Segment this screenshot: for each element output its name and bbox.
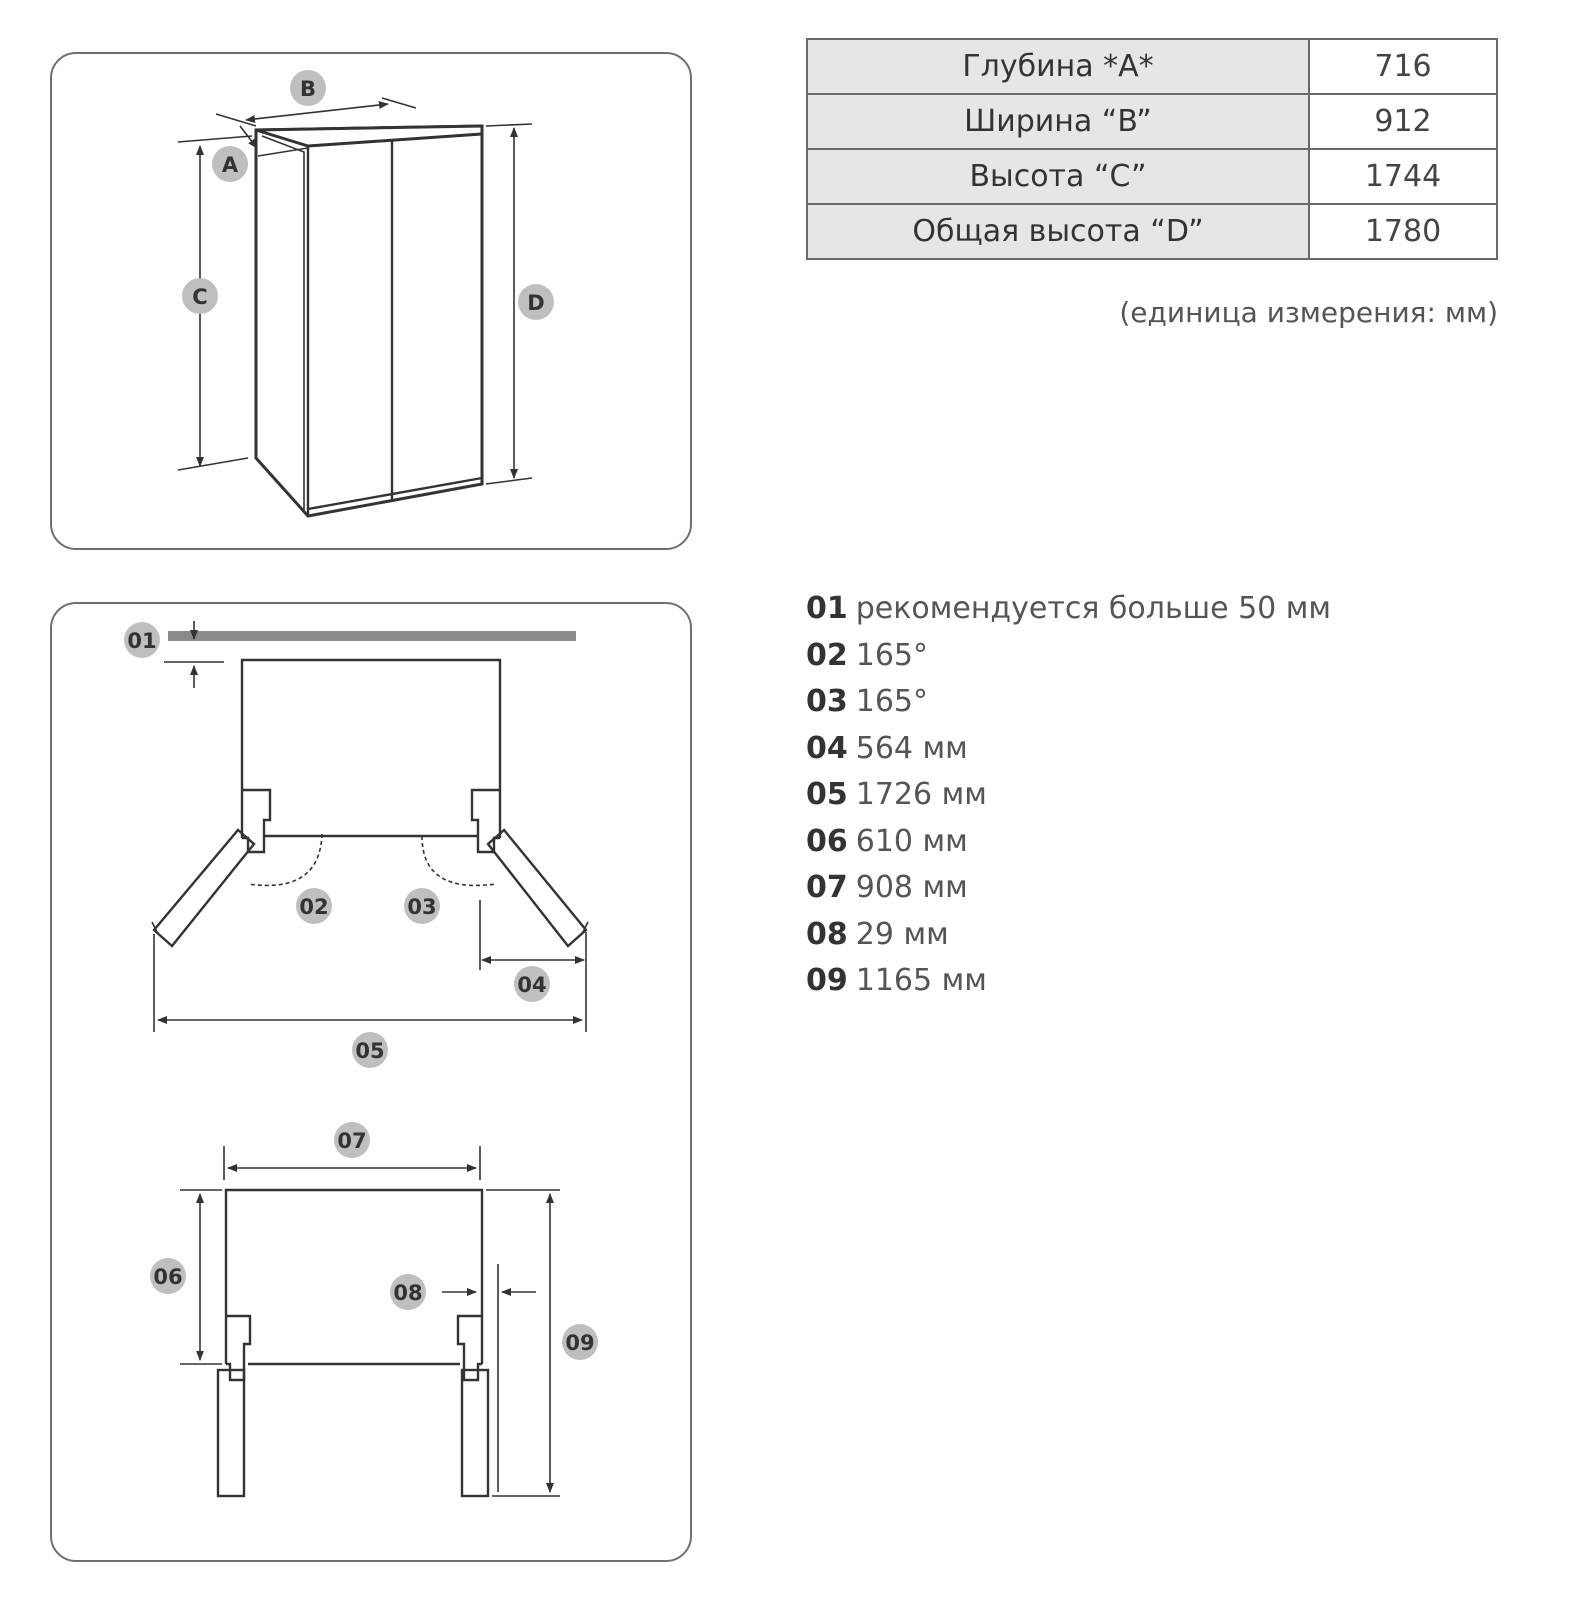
legend-number: 07 [806, 870, 848, 905]
total-height-label: Общая высота “D” [807, 204, 1309, 259]
list-item [806, 912, 1331, 959]
table-row [807, 39, 1497, 94]
legend-number: 01 [806, 591, 848, 626]
legend-list [806, 586, 1331, 1005]
door-clearance-drawing [52, 604, 694, 1564]
legend-text: 908 мм [855, 870, 968, 905]
legend-text: рекомендуется больше 50 мм [855, 591, 1332, 626]
label-09-badge [562, 1324, 598, 1360]
label-d-badge [518, 284, 554, 320]
label-08-badge [390, 1274, 426, 1310]
label-b: B [299, 77, 317, 101]
legend-number: 03 [806, 684, 848, 719]
label-08: 08 [393, 1281, 423, 1305]
height-label: Высота “C” [807, 149, 1309, 204]
label-06: 06 [153, 1265, 183, 1289]
legend-text: 564 мм [855, 730, 968, 766]
list-item [806, 865, 1331, 912]
label-04: 04 [517, 973, 547, 997]
label-01-badge [124, 622, 160, 658]
label-06-badge [150, 1258, 186, 1294]
legend-number: 05 [806, 777, 848, 812]
label-02-badge [296, 888, 332, 924]
list-item [806, 819, 1331, 866]
list-item [806, 586, 1331, 633]
table-row [807, 204, 1497, 259]
depth-value: 716 [1309, 39, 1497, 94]
legend-number: 04 [806, 730, 848, 766]
legend-number: 02 [806, 637, 848, 673]
label-07-badge [334, 1122, 370, 1158]
legend-text: 165° [855, 684, 929, 719]
label-04-badge [514, 966, 550, 1002]
label-b-badge [290, 70, 326, 106]
table-row [807, 94, 1497, 149]
legend-number: 09 [806, 963, 848, 998]
list-item [806, 726, 1331, 773]
legend-text: 165° [855, 637, 929, 673]
label-07: 07 [337, 1129, 367, 1153]
door-clearance-panel [50, 602, 692, 1562]
unit-note: (единица измерения: мм) [1119, 296, 1498, 329]
legend-number: 08 [806, 916, 848, 952]
legend-number: 06 [806, 823, 848, 859]
fridge-dimensions-panel [50, 52, 692, 550]
total-height-value: 1780 [1309, 204, 1497, 259]
label-09: 09 [565, 1331, 595, 1355]
label-02: 02 [299, 895, 329, 919]
list-item [806, 679, 1331, 726]
label-c-badge [182, 278, 218, 314]
label-03-badge [404, 888, 440, 924]
closed-doors-diagram [180, 1146, 560, 1496]
label-a: A [221, 153, 239, 177]
width-value: 912 [1309, 94, 1497, 149]
legend-text: 29 мм [855, 916, 949, 952]
dimensions-table [806, 38, 1498, 260]
list-item [806, 772, 1331, 819]
label-c: C [192, 285, 208, 309]
depth-label: Глубина *A* [807, 39, 1309, 94]
table-row [807, 149, 1497, 204]
fridge-isometric-drawing [52, 54, 694, 552]
width-label: Ширина “B” [807, 94, 1309, 149]
label-a-badge [212, 146, 248, 182]
legend-text: 1165 мм [855, 963, 987, 998]
label-03: 03 [407, 895, 437, 919]
list-item [806, 958, 1331, 1005]
label-d: D [527, 291, 545, 315]
legend-text: 1726 мм [855, 777, 987, 812]
list-item [806, 633, 1331, 680]
label-05: 05 [355, 1039, 385, 1063]
label-01: 01 [127, 629, 157, 653]
height-value: 1744 [1309, 149, 1497, 204]
fridge-body [256, 126, 482, 516]
label-05-badge [352, 1032, 388, 1068]
legend-text: 610 мм [855, 823, 968, 859]
